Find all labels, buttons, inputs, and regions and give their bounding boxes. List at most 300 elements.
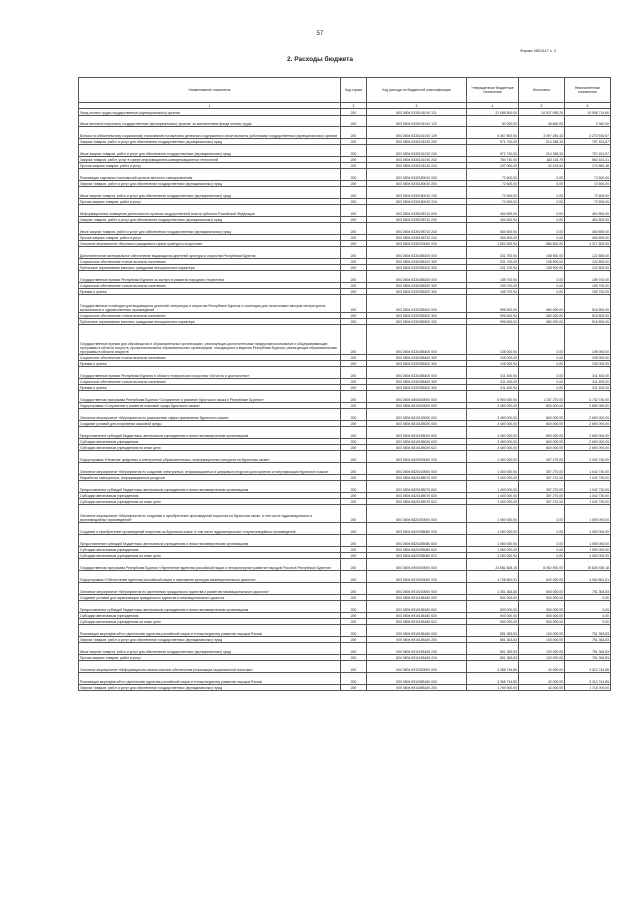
row-kbk-cell: 803 0804 5330198710 240 [367, 223, 467, 235]
row-plan-cell: 72 600,00 [467, 199, 519, 205]
table-row [79, 601, 611, 613]
table-row [79, 427, 611, 439]
row-rest-cell: 2 092 730,00 [565, 451, 611, 463]
row-kbk-cell: 803 0804 6910100000 000 [367, 583, 467, 595]
table-row [79, 127, 611, 139]
row-fact-cell: 357 270,00 [519, 481, 565, 493]
row-kbk-cell: 803 0804 6820285080 000 [367, 523, 467, 535]
row-plan-cell: 1 400 000,00 [467, 499, 519, 505]
row-rest-cell: 122 800,00 [565, 259, 611, 265]
table-row [79, 685, 611, 691]
row-name-cell: Реализация мероприятий по укреплению единства российской нации и этнокультурному развитию народов России [79, 673, 341, 685]
row-code-cell: 200 [341, 145, 367, 157]
row-plan-cell: 311 400,00 [467, 367, 519, 379]
row-name-cell: Иные закупки товаров, работ и услуг для обеспечения государственных (муниципальных) нужд [79, 643, 341, 655]
row-rest-cell: 2 650 000,00 [565, 409, 611, 421]
row-plan-cell: 231 700,00 [467, 259, 519, 265]
row-name-cell: Предоставление субсидий бюджетным, автономным учреждениям и иным некоммерческим организациям [79, 427, 341, 439]
row-plan-cell: 23 881 828,18 [467, 559, 519, 571]
row-fact-cell: 0,00 [519, 205, 565, 217]
row-kbk-cell: 803 0804 6810185020 600 [367, 427, 467, 439]
row-fact-cell: 586 800,00 [519, 241, 565, 247]
row-code-cell: 200 [341, 439, 367, 445]
row-code-cell: 200 [341, 163, 367, 169]
row-kbk-cell: 803 0804 6910185180 622 [367, 619, 467, 625]
row-fact-cell: 800 000,00 [519, 439, 565, 445]
row-kbk-cell: 803 0804 5330101010 129 [367, 127, 467, 139]
row-fact-cell: 500 000,00 [519, 619, 565, 625]
table-row [79, 169, 611, 181]
row-code-cell: 200 [341, 409, 367, 421]
row-kbk-cell: 803 0804 6910185180 620 [367, 613, 467, 619]
row-name-cell: Иные закупки товаров, работ и услуг для обеспечения государственных (муниципальных) нужд [79, 145, 341, 157]
row-code-cell: 200 [341, 427, 367, 439]
row-code-cell: 200 [341, 463, 367, 475]
row-code-cell: 200 [341, 601, 367, 613]
row-kbk-cell: 803 0804 5330285100 330 [367, 265, 467, 271]
row-plan-cell: 1 400 000,00 [467, 481, 519, 493]
row-rest-cell: 159 700,00 [565, 283, 611, 289]
row-plan-cell: 971 740,00 [467, 139, 519, 145]
row-rest-cell: 0,00 [565, 595, 611, 601]
row-kbk-cell: 803 0804 5330285400 300 [367, 355, 467, 361]
row-fact-cell: 0,00 [519, 169, 565, 181]
table-row [79, 661, 611, 673]
row-code-cell: 200 [341, 241, 367, 247]
row-fact-cell: 800 000,00 [519, 421, 565, 427]
row-code-cell: 200 [341, 625, 367, 637]
row-code-cell: 200 [341, 637, 367, 643]
row-fact-cell: 480 000,00 [519, 295, 565, 313]
row-plan-cell: 454 500,00 [467, 217, 519, 223]
row-code-cell: 200 [341, 451, 367, 463]
row-code-cell: 200 [341, 547, 367, 553]
row-plan-cell: 1 351 363,83 [467, 583, 519, 595]
row-rest-cell: 2 650 000,00 [565, 421, 611, 427]
row-plan-cell: 50 000,00 [467, 116, 519, 127]
row-plan-cell: 159 700,00 [467, 289, 519, 295]
row-rest-cell: 2 650 000,00 [565, 445, 611, 451]
row-code-cell: 200 [341, 217, 367, 223]
row-code-cell: 200 [341, 127, 367, 139]
row-fact-cell: 46 660,00 [519, 116, 565, 127]
row-kbk-cell: 000 0804 6910185160 200 [367, 637, 467, 643]
row-kbk-cell: 803 0804 5330285100 000 [367, 247, 467, 259]
row-code-cell: 200 [341, 391, 367, 403]
table-row [79, 367, 611, 379]
row-fact-cell: 32 419,54 [519, 163, 565, 169]
row-fact-cell: 0,00 [519, 199, 565, 205]
row-kbk-cell: 803 0804 6810000000 000 [367, 403, 467, 409]
row-kbk-cell: 803 0804 5330285300 000 [367, 295, 467, 313]
row-name-cell: Взносы по обязательному социальному страхованию на выплаты денежного содержания и иные выплаты работникам государственных (муниципальных) органов [79, 127, 341, 139]
row-name-cell: Государственные стипендии для выдающихся деятелей литературы и искусства Республики Бурятия и стипендии для талантливых авторов литературных, музыкальных и художественных произведений [79, 295, 341, 313]
row-plan-cell: 764 740,00 [467, 157, 519, 163]
row-fact-cell: 500 000,00 [519, 613, 565, 619]
row-rest-cell: 72 600,00 [565, 199, 611, 205]
row-code-cell: 200 [341, 313, 367, 319]
table-row [79, 145, 611, 157]
row-name-cell: Подпрограмма «Обеспечение единства российской нации и повышение культуры межнационального диалога» [79, 571, 341, 583]
row-plan-cell: 851 363,83 [467, 625, 519, 637]
row-name-cell: Премии и гранты [79, 361, 341, 367]
row-plan-cell: 159 700,00 [467, 283, 519, 289]
row-name-cell: Субсидии автономным учреждениям [79, 493, 341, 499]
column-header-fact: Исполнено [519, 78, 565, 103]
row-name-cell: Премии и гранты [79, 289, 341, 295]
row-plan-cell: 851 363,83 [467, 637, 519, 643]
row-plan-cell: 231 700,00 [467, 265, 519, 271]
table-row [79, 247, 611, 259]
row-plan-cell: 500 000,00 [467, 601, 519, 613]
row-rest-cell: 1 050 000,00 [565, 523, 611, 535]
column-number: 5 [519, 103, 565, 109]
row-code-cell: 200 [341, 493, 367, 499]
row-code-cell: 200 [341, 235, 367, 241]
row-code-cell: 200 [341, 421, 367, 427]
row-kbk-cell: 803 0804 5330180010 200 [367, 181, 467, 187]
row-plan-cell: 996 500,00 [467, 295, 519, 313]
row-rest-cell: 2 650 000,00 [565, 427, 611, 439]
row-plan-cell: 500 000,00 [467, 613, 519, 619]
row-kbk-cell: 803 0804 5330198710 000 [367, 205, 467, 217]
row-plan-cell: 454 500,00 [467, 235, 519, 241]
row-kbk-cell: 803 0804 5330101010 242 [367, 157, 467, 163]
column-header-rest: Неисполненные назначения [565, 78, 611, 103]
row-fact-cell: 800 000,00 [519, 403, 565, 409]
row-kbk-cell: 803 0804 5330285400 350 [367, 361, 467, 367]
row-plan-cell: 105 000,00 [467, 355, 519, 361]
row-code-cell: 200 [341, 385, 367, 391]
row-code-cell: 200 [341, 116, 367, 127]
row-code-cell: 200 [341, 325, 367, 355]
row-plan-cell: 454 500,00 [467, 223, 519, 235]
row-plan-cell: 851 363,83 [467, 643, 519, 655]
row-rest-cell: 454 500,00 [565, 235, 611, 241]
column-number: 1 [79, 103, 341, 109]
row-code-cell: 200 [341, 271, 367, 283]
row-plan-cell: 72 600,00 [467, 169, 519, 181]
table-row [79, 451, 611, 463]
row-name-cell: Субсидии автономным учреждениям на иные цели [79, 619, 341, 625]
row-fact-cell: 357 270,00 [519, 463, 565, 475]
row-plan-cell: 3 355 744,85 [467, 661, 519, 673]
row-name-cell: Фонд оплаты труда государственных (муниципальных) органов [79, 109, 341, 116]
row-rest-cell: 516 500,00 [565, 319, 611, 325]
row-name-cell: Предоставление субсидий бюджетным, автономным учреждениям и иным некоммерческим организациям [79, 601, 341, 613]
row-kbk-cell: 803 0804 5330200000 000 [367, 241, 467, 247]
row-kbk-cell: 803 0804 5330285300 300 [367, 313, 467, 319]
row-fact-cell: 1 157 270,00 [519, 391, 565, 403]
row-rest-cell: 516 500,00 [565, 313, 611, 319]
row-kbk-cell: 820 0804 6910185160 244 [367, 655, 467, 661]
row-plan-cell: 500 000,00 [467, 595, 519, 601]
row-plan-cell: 1 050 000,00 [467, 547, 519, 553]
row-name-cell: Прочая закупка товаров, работ и услуг [79, 199, 341, 205]
row-code-cell: 200 [341, 481, 367, 493]
row-plan-cell: 3 355 744,85 [467, 673, 519, 685]
row-plan-cell: 311 400,00 [467, 379, 519, 385]
row-fact-cell: 42 000,00 [519, 673, 565, 685]
row-fact-cell: 10 527 085,20 [519, 109, 565, 116]
row-name-cell: Иные закупки товаров, работ и услуг для обеспечения государственных (муниципальных) нужд [79, 223, 341, 235]
row-code-cell: 200 [341, 181, 367, 187]
row-plan-cell: 105 000,00 [467, 361, 519, 367]
row-code-cell: 200 [341, 475, 367, 481]
row-code-cell: 200 [341, 595, 367, 601]
row-rest-cell: 159 700,00 [565, 289, 611, 295]
page-number: 57 [316, 31, 324, 37]
row-rest-cell: 3 313 744,85 [565, 673, 611, 685]
row-rest-cell: 516 500,00 [565, 295, 611, 313]
row-name-cell: Субсидии автономным учреждениям на иные цели [79, 553, 341, 559]
row-name-cell: Субсидии автономным учреждениям [79, 613, 341, 619]
row-code-cell: 200 [341, 571, 367, 583]
row-kbk-cell: 803 0804 5330285400 350 [367, 385, 467, 391]
row-fact-cell: 108 900,00 [519, 259, 565, 265]
row-fact-cell: 357 270,00 [519, 493, 565, 499]
row-kbk-cell: 803 0804 5330285200 000 [367, 271, 467, 283]
row-kbk-cell: 000 0804 6910185160 240 [367, 643, 467, 655]
row-name-cell: Основное мероприятие «Мероприятия по созданию электронных, информационных и цифровых ресурсов для изучения и популяризации бурятского языка» [79, 463, 341, 475]
row-fact-cell: 0,00 [519, 187, 565, 199]
row-fact-cell: 642 000,00 [519, 571, 565, 583]
form-code: Форма 0503117 с. 2 [520, 48, 557, 53]
row-kbk-cell: 803 0804 5330101010 240 [367, 145, 467, 157]
table-row [79, 583, 611, 595]
row-code-cell: 200 [341, 247, 367, 259]
row-code-cell: 200 [341, 661, 367, 673]
row-plan-cell: 500 000,00 [467, 619, 519, 625]
row-fact-cell: 3 097 284,43 [519, 127, 565, 139]
row-rest-cell: 105 000,00 [565, 355, 611, 361]
page-title: 2. Расходы бюджета [287, 56, 353, 63]
column-header-kbk: Код расхода по бюджетной классификации [367, 78, 467, 103]
row-rest-cell: 454 500,00 [565, 217, 611, 223]
row-code-cell: 200 [341, 361, 367, 367]
row-plan-cell: 1 050 000,00 [467, 505, 519, 523]
row-kbk-cell: 803 0804 5330180010 000 [367, 169, 467, 181]
expenses-table [78, 77, 611, 691]
column-header-code: Код строки [341, 78, 367, 103]
row-plan-cell: 1 804 300,00 [467, 241, 519, 247]
row-code-cell: 200 [341, 559, 367, 571]
row-kbk-cell: 803 0804 6810185020 620 [367, 439, 467, 445]
row-kbk-cell: 803 0804 6900000000 000 [367, 559, 467, 571]
row-rest-cell: 751 363,83 [565, 643, 611, 655]
table-row [79, 391, 611, 403]
table-row [79, 205, 611, 217]
row-fact-cell: 0,00 [519, 385, 565, 391]
row-kbk-cell: 803 0804 6820200000 000 [367, 505, 467, 523]
row-name-cell: Социальное обеспечение и иные выплаты населению [79, 259, 341, 265]
row-name-cell: Прочая закупка товаров, работ и услуг [79, 655, 341, 661]
row-rest-cell: 751 363,83 [565, 625, 611, 637]
row-rest-cell: 1 042 730,00 [565, 463, 611, 475]
row-rest-cell: 2 650 000,00 [565, 403, 611, 409]
row-kbk-cell: 803 0804 6800000000 000 [367, 391, 467, 403]
row-code-cell: 200 [341, 319, 367, 325]
row-rest-cell: 2 650 000,00 [565, 439, 611, 445]
table-row [79, 673, 611, 685]
row-code-cell: 200 [341, 379, 367, 385]
row-name-cell: Основное мероприятие «Информационно-аналитическое обеспечение реализации национальной политики» [79, 661, 341, 673]
row-rest-cell: 1 050 000,00 [565, 535, 611, 547]
row-name-cell: Публичные нормативные выплаты гражданам несоциального характера [79, 319, 341, 325]
row-fact-cell: 0,00 [519, 223, 565, 235]
row-plan-cell: 3 450 000,00 [467, 403, 519, 409]
table-row [79, 325, 611, 355]
row-plan-cell: 5 900 000,00 [467, 391, 519, 403]
row-name-cell: Создание условий для сохранения языковой среды [79, 421, 341, 427]
table-row [79, 643, 611, 655]
row-plan-cell: 159 700,00 [467, 271, 519, 283]
row-fact-cell: 480 000,00 [519, 313, 565, 319]
row-plan-cell: 1 400 000,00 [467, 475, 519, 481]
row-name-cell: Государственная программа Республики Бурятия «Укрепление единства российской нации и этнокультурное развитие народов России в Республике Бурятия» [79, 559, 341, 571]
row-fact-cell: 0,00 [519, 547, 565, 553]
row-kbk-cell: 803 0804 5330101010 200 [367, 139, 467, 145]
row-kbk-cell: 803 0804 5330285200 350 [367, 289, 467, 295]
row-plan-cell: 1 400 000,00 [467, 463, 519, 475]
row-kbk-cell: 803 0804 6810185020 000 [367, 421, 467, 427]
row-kbk-cell: 803 0804 5330101010 121 [367, 109, 467, 116]
row-fact-cell: 0,00 [519, 283, 565, 289]
row-name-cell: Субсидии автономным учреждениям на иные цели [79, 445, 341, 451]
row-code-cell: 200 [341, 169, 367, 181]
row-code-cell: 200 [341, 583, 367, 595]
row-rest-cell: 1 042 730,00 [565, 493, 611, 499]
row-code-cell: 200 [341, 535, 367, 547]
row-fact-cell: 0,00 [519, 217, 565, 223]
row-rest-cell: 311 400,00 [565, 367, 611, 379]
row-plan-cell: 996 500,00 [467, 313, 519, 319]
row-plan-cell: 21 085 800,00 [467, 109, 519, 116]
row-plan-cell: 1 050 000,00 [467, 523, 519, 535]
row-rest-cell: 1 042 730,00 [565, 481, 611, 493]
row-rest-cell: 1 042 730,00 [565, 499, 611, 505]
row-code-cell: 200 [341, 643, 367, 655]
row-kbk-cell: 000 0804 6910185160 000 [367, 625, 467, 637]
row-rest-cell: 1 050 000,00 [565, 505, 611, 523]
row-name-cell: Закупка товаров, работ и услуг для обеспечения государственных (муниципальных) нужд [79, 217, 341, 223]
row-name-cell: Закупка товаров, работ, услуг в сфере информационно-коммуникационных технологий [79, 157, 341, 163]
row-rest-cell: 1 050 000,00 [565, 553, 611, 559]
table-row [79, 223, 611, 235]
row-kbk-cell: 803 0804 6810185020 622 [367, 445, 467, 451]
row-rest-cell: 122 800,00 [565, 247, 611, 259]
row-fact-cell: 0,00 [519, 235, 565, 241]
row-kbk-cell: 803 0804 6910000000 000 [367, 571, 467, 583]
table-row [79, 109, 611, 116]
row-rest-cell: 4 742 730,00 [565, 391, 611, 403]
row-kbk-cell: 000 0804 6910385160 000 [367, 673, 467, 685]
row-rest-cell: 751 363,83 [565, 655, 611, 661]
row-name-cell: Реализация мероприятий по укреплению единства российской нации и этнокультурному развитию народов России [79, 625, 341, 637]
row-code-cell: 200 [341, 283, 367, 289]
row-name-cell: Социальное обеспечение и иные выплаты населению [79, 313, 341, 319]
row-name-cell: Субсидии автономным учреждениям [79, 547, 341, 553]
row-rest-cell: 1 042 730,00 [565, 475, 611, 481]
row-kbk-cell: 803 0804 6820285080 620 [367, 547, 467, 553]
row-plan-cell: 3 450 000,00 [467, 409, 519, 421]
row-name-cell: Создание и приобретение произведений искусства на бурятском языке, в том числе аудиовизуальных и мультимедийных произведений [79, 523, 341, 535]
row-kbk-cell: 803 0804 5330285300 330 [367, 319, 467, 325]
row-fact-cell: 42 000,00 [519, 661, 565, 673]
row-fact-cell: 0,00 [519, 379, 565, 385]
row-fact-cell: 182 118,79 [519, 157, 565, 163]
row-fact-cell: 600 000,00 [519, 583, 565, 595]
row-fact-cell: 800 000,00 [519, 427, 565, 439]
row-fact-cell: 0,00 [519, 355, 565, 361]
row-fact-cell: 108 900,00 [519, 247, 565, 259]
column-header-plan: Утвержденные бюджетные назначения [467, 78, 519, 103]
row-rest-cell: 122 800,00 [565, 265, 611, 271]
table-row [79, 271, 611, 283]
row-fact-cell: 0,00 [519, 505, 565, 523]
row-name-cell: Премии и гранты [79, 385, 341, 391]
row-code-cell: 200 [341, 223, 367, 235]
row-name-cell: Основное мероприятие «Мероприятия по созданию и приобретению произведений искусства на бурятском языке, в том числе аудиовизуальных и мультимедийных произведений» [79, 505, 341, 523]
row-kbk-cell: 803 0804 5330198710 200 [367, 217, 467, 223]
row-fact-cell: 0,00 [519, 367, 565, 379]
row-code-cell: 200 [341, 673, 367, 685]
row-rest-cell: 311 400,00 [565, 379, 611, 385]
row-rest-cell: 72 600,00 [565, 187, 611, 199]
row-code-cell: 200 [341, 187, 367, 199]
row-name-cell: Государственные премии Республики Бурятия в области театрального искусства «За честь и достоинство» [79, 367, 341, 379]
row-name-cell: Основное мероприятие «Мероприятия по расширению сферы применения бурятского языка» [79, 409, 341, 421]
row-kbk-cell: 803 0804 5330285200 300 [367, 283, 467, 289]
row-kbk-cell: 803 0804 6820185070 600 [367, 481, 467, 493]
row-rest-cell: 0,00 [565, 613, 611, 619]
row-code-cell: 200 [341, 205, 367, 217]
row-kbk-cell: 803 0804 5330198710 244 [367, 235, 467, 241]
table-row [79, 409, 611, 421]
table-row [79, 463, 611, 475]
table-row [79, 505, 611, 523]
row-kbk-cell: 803 0804 6810100000 000 [367, 409, 467, 421]
row-rest-cell: 757 401,67 [565, 139, 611, 145]
row-rest-cell: 582 621,21 [565, 157, 611, 163]
row-rest-cell: 159 700,00 [565, 271, 611, 283]
row-name-cell: Субсидии автономным учреждениям на иные цели [79, 499, 341, 505]
table-row [79, 535, 611, 547]
row-plan-cell: 72 600,00 [467, 187, 519, 199]
row-rest-cell: 757 401,67 [565, 145, 611, 157]
row-code-cell: 200 [341, 553, 367, 559]
table-body [79, 109, 611, 691]
row-fact-cell: 0,00 [519, 523, 565, 535]
row-rest-cell: 4 064 861,51 [565, 571, 611, 583]
row-name-cell: Прочая закупка товаров, работ и услуг [79, 163, 341, 169]
row-kbk-cell: 803 0804 5330285400 300 [367, 379, 467, 385]
row-kbk-cell: 803 0804 6820185070 620 [367, 493, 467, 499]
row-fact-cell: 0,00 [519, 181, 565, 187]
row-plan-cell: 231 700,00 [467, 247, 519, 259]
row-name-cell: Подпрограмма «Развитие цифровых и электронных образовательных, информационных ресурсов на бурятском языке» [79, 451, 341, 463]
row-code-cell: 200 [341, 445, 367, 451]
table-row [79, 523, 611, 535]
row-code-cell: 200 [341, 505, 367, 523]
row-fact-cell: 357 270,00 [519, 475, 565, 481]
row-rest-cell: 454 500,00 [565, 223, 611, 235]
row-code-cell: 200 [341, 157, 367, 163]
table-row [79, 625, 611, 637]
row-code-cell: 200 [341, 499, 367, 505]
row-name-cell: Предоставление субсидий бюджетным, автономным учреждениям и иным некоммерческим организациям [79, 481, 341, 493]
row-name-cell: Публичные нормативные выплаты гражданам несоциального характера [79, 265, 341, 271]
